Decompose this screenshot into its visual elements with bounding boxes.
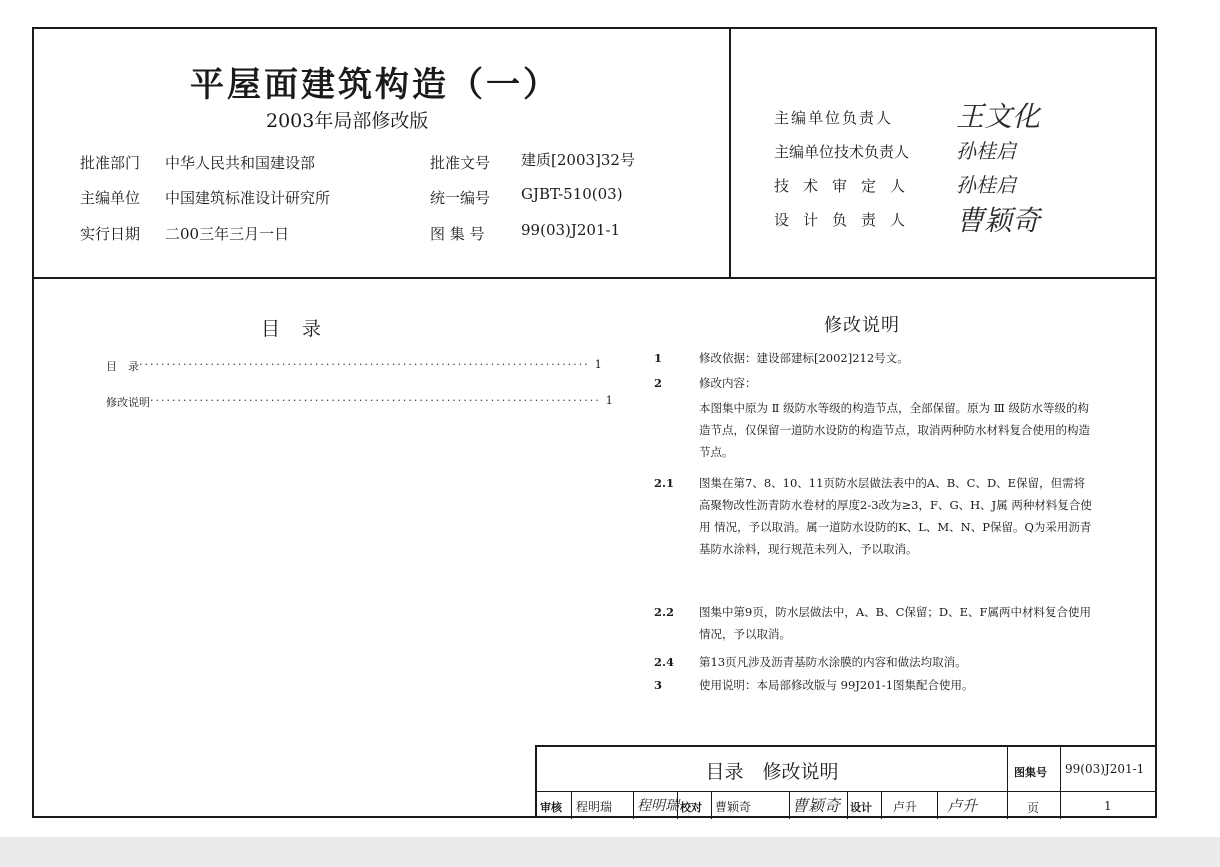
effective-date-label: 实行日期	[80, 225, 141, 243]
page-label: 页	[1027, 801, 1040, 815]
toc-item-page: 1	[594, 358, 602, 371]
note-text: 图集在第7、8、10、11页防水层做法表中的A、B、C、D、E保留，但需将高聚物改性沥青防水卷材的厚度2-3改为≥3，F、G、H、J属 两种材料复合使用 情况，予以取消。属一道防水设防的K、L、M、N、P保留。Q为采用沥青基防水涂料，现行规范未列入，予以取消。	[699, 476, 1092, 556]
approval-dept-label: 批准部门	[80, 154, 141, 172]
toc-item-page: 1	[605, 394, 613, 407]
title-block-col-line	[1060, 747, 1061, 819]
note-text: 图集中第9页，防水层做法中，A、B、C保留；D、E、F属两中材料复合使用情况，予以取消。	[699, 605, 1091, 641]
note-text: 第13页凡涉及沥青基防水涂膜的内容和做法均取消。	[699, 655, 967, 669]
page-number: 1	[1104, 799, 1112, 813]
designer-signature: 卢升	[947, 797, 978, 815]
toc-heading: 目录	[261, 318, 344, 340]
atlas-no-value: 99(03)J201-1	[1065, 762, 1145, 776]
toc-leader: ··················································································	[150, 394, 601, 407]
notes-title: 修改说明	[824, 315, 900, 336]
note-text: 修改内容：	[699, 376, 757, 390]
toc-item-catalog[interactable]	[106, 358, 602, 374]
atlas-no-label: 图 集 号	[430, 225, 485, 243]
designer-name: 卢升	[893, 800, 918, 814]
chief-unit-head-label: 主编单位负责人	[774, 109, 894, 127]
chief-unit-head-signature: 王文化	[956, 100, 1041, 133]
note-number: 2.4	[654, 655, 675, 669]
reviewer-signature: 程明瑞	[637, 798, 679, 814]
title-block	[535, 745, 1155, 817]
title-block-col-line	[1007, 747, 1008, 819]
header-vertical-divider	[729, 29, 731, 277]
design-head-signature: 曹颖奇	[956, 204, 1041, 237]
tech-reviewer-label: 技术审定人	[774, 177, 920, 195]
bottom-band	[0, 837, 1220, 867]
note-number: 2	[654, 376, 663, 390]
approval-no-value: 建质[2003]32号	[521, 151, 635, 169]
atlas-no-value: 99(03)J201-1	[521, 221, 621, 239]
sheet-title: 目录 修改说明	[705, 761, 839, 783]
check-label: 校对	[680, 801, 702, 814]
editor-unit-value: 中国建筑标准设计研究所	[165, 189, 331, 207]
design-head-label: 设计负责人	[774, 211, 920, 229]
reviewer-name: 程明瑞	[576, 800, 613, 814]
note-number: 3	[654, 678, 663, 692]
chief-tech-head-label: 主编单位技术负责人	[774, 143, 910, 161]
atlas-no-label: 图集号	[1014, 766, 1047, 779]
note-text: 本图集中原为 Ⅱ 级防水等级的构造节点，全部保留。原为 Ⅲ 级防水等级的构造节点，仅保留一道防水设防的构造节点，取消两种防水材料复合使用的构造节点。	[699, 401, 1090, 459]
review-label: 审核	[540, 801, 562, 814]
note-number: 1	[654, 351, 663, 365]
unified-no-value: GJBT-510(03)	[521, 185, 623, 203]
toc-item-label: 目 录	[106, 360, 139, 373]
document-subtitle: 2003年局部修改版	[266, 110, 429, 132]
chief-tech-head-signature: 孙桂启	[956, 139, 1016, 163]
header-divider	[34, 277, 1155, 279]
document-title: 平屋面建筑构造（一）	[190, 65, 560, 105]
toc-item-label: 修改说明	[106, 396, 150, 409]
design-label: 设计	[850, 801, 872, 814]
effective-date-value: 二00三年三月一日	[165, 225, 290, 243]
note-text: 使用说明：本局部修改版与 99J201-1图集配合使用。	[699, 678, 974, 692]
toc-item-revision-notes[interactable]	[106, 394, 613, 410]
editor-unit-label: 主编单位	[80, 189, 141, 207]
unified-no-label: 统一编号	[430, 189, 491, 207]
checker-signature: 曹颖奇	[792, 796, 841, 815]
note-text: 修改依据：建设部建标[2002]212号文。	[699, 351, 909, 365]
approval-dept-value: 中华人民共和国建设部	[165, 154, 316, 172]
note-number: 2.1	[654, 476, 675, 490]
note-number: 2.2	[654, 605, 675, 619]
tech-reviewer-signature: 孙桂启	[956, 173, 1016, 197]
approval-no-label: 批准文号	[430, 154, 491, 172]
drawing-frame	[32, 27, 1157, 818]
checker-name: 曹颖奇	[715, 800, 752, 814]
toc-leader: ··················································································	[139, 358, 590, 371]
